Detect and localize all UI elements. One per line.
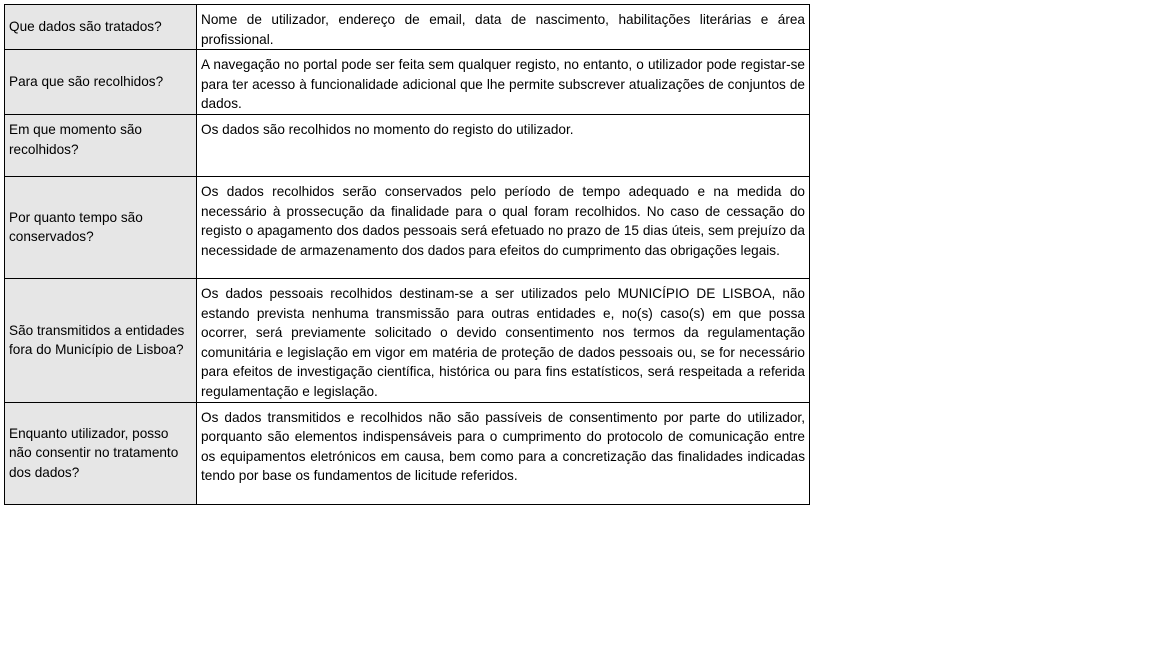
table-row [5,114,810,176]
question-cell: Enquanto utilizador, posso não consentir no tratamento dos dados? [5,402,197,504]
privacy-info-table [4,4,810,505]
answer-cell: Os dados pessoais recolhidos destinam-se a ser utilizados pelo MUNICÍPIO DE LISBOA, não estando prevista nenhuma transmissão para outras entidades e, no(s) caso(s) em que possa ocorrer, será previamente solicitado o devido consentimento nos termos da regulamentação comunitária e legislação em vigor em matéria de proteção de dados pessoais ou, se for necessário para efeitos de investigação científica, histórica ou para fins estatísticos, será respeitada a referida regulamentação e legislação. [197,278,810,402]
table-row [5,5,810,50]
table-row [5,50,810,115]
question-cell: Em que momento são recolhidos? [5,114,197,176]
answer-cell: Os dados recolhidos serão conservados pelo período de tempo adequado e na medida do necessário à prossecução da finalidade para o qual foram recolhidos. No caso de cessação do registo o apagamento dos dados pessoais será efetuado no prazo de 15 dias úteis, sem prejuízo da necessidade de armazenamento dos dados para efeitos do cumprimento das obrigações legais. [197,176,810,278]
table-row [5,278,810,402]
answer-cell: Nome de utilizador, endereço de email, data de nascimento, habilitações literárias e área profissional. [197,5,810,50]
question-cell: Por quanto tempo são conservados? [5,176,197,278]
answer-cell: Os dados são recolhidos no momento do registo do utilizador. [197,114,810,176]
question-cell: Que dados são tratados? [5,5,197,50]
answer-cell: Os dados transmitidos e recolhidos não são passíveis de consentimento por parte do utilizador, porquanto são elementos indispensáveis para o cumprimento do protocolo de comunicação entre os equipamentos eletrónicos em causa, bem como para a concretização das finalidades indicadas tendo por base os fundamentos de licitude referidos. [197,402,810,504]
table-row [5,402,810,504]
question-cell: São transmitidos a entidades fora do Município de Lisboa? [5,278,197,402]
question-cell: Para que são recolhidos? [5,50,197,115]
table-row [5,176,810,278]
answer-cell: A navegação no portal pode ser feita sem qualquer registo, no entanto, o utilizador pode registar-se para ter acesso à funcionalidade adicional que lhe permite subscrever atualizações de conjuntos de dados. [197,50,810,115]
